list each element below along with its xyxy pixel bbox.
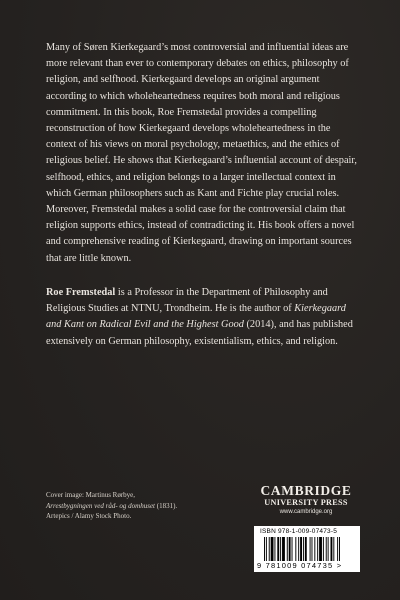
barcode-bar: [339, 537, 340, 561]
publisher-url: www.cambridge.org: [279, 509, 333, 515]
barcode-arrow: >: [336, 561, 343, 570]
barcode-panel: [254, 526, 360, 572]
barcode-bar: [287, 537, 288, 561]
credit-line-1: Cover image: Martinus Rørbye,: [46, 491, 136, 499]
barcode-bar: [317, 537, 318, 561]
barcode-bar: [328, 537, 329, 561]
barcode-bar: [310, 537, 311, 561]
barcode-bar: [312, 537, 313, 561]
cover-image-credit: [46, 490, 236, 522]
barcode-bar: [271, 537, 274, 561]
credit-artwork-title: Arrestbygningen ved råd- og domhuset: [46, 501, 155, 510]
barcode-bar: [331, 537, 333, 561]
publisher-name: CAMBRIDGE: [260, 483, 352, 498]
barcode-bar: [314, 537, 315, 561]
barcode-bar: [305, 537, 307, 561]
barcode-bar: [295, 537, 296, 561]
barcode-bar: [326, 537, 327, 561]
barcode-bar: [298, 537, 299, 561]
barcode-digits: [257, 561, 357, 570]
credit-line-3: Artepics / Alamy Stock Photo.: [46, 512, 132, 520]
publisher-logo: [254, 484, 358, 516]
author-bio: [46, 285, 361, 350]
barcode-bar: [269, 537, 270, 561]
barcode-bar: [292, 537, 293, 561]
barcode-icon: [264, 537, 352, 561]
author-bio-text-1: is a Professor in the Department of Philosophy and Religious Studies at NTNU, Trondheim. He is the author of: [46, 287, 328, 315]
book-description: Many of Søren Kierkegaard’s most controversial and influential ideas are more relevant than ever to contemporary debates on ethics, philosophy of religion, and selfhood. Kierkegaard develops an original argument according to which wholeheartedness requires both moral and religious commitment. In this book, Roe Fremstedal provides a compelling reconstruction of how Kierkegaard develops wholeheartedness in the context of his views on moral psychology, metaethics, and the ethics of religious belief. He shows that Kierkegaard’s influential account of despair, selfhood, ethics, and religion belongs to a larger intellectual context in which German philosophers such as Kant and Fichte play crucial roles. Moreover, Fremstedal makes a solid case for the controversial claim that religion supports ethics, instead of contradicting it. His book offers a novel and comprehensive reading of Kierkegaard, drawing on important sources that are little known.: [46, 42, 357, 264]
barcode-bar: [319, 537, 322, 561]
publisher-subtitle: UNIVERSITY PRESS: [264, 498, 348, 507]
barcode-number: 9 781009 074735: [257, 561, 334, 570]
barcode-bar: [264, 537, 265, 561]
barcode-bar: [282, 537, 285, 561]
barcode-bar: [277, 537, 279, 561]
barcode-bar: [337, 537, 338, 561]
barcode-bar: [323, 537, 324, 561]
credit-line-2: [46, 501, 236, 512]
barcode-bar: [300, 537, 302, 561]
author-name: Roe Fremstedal: [46, 287, 116, 298]
credit-year: (1831).: [155, 501, 178, 510]
author-previous-book-title: Kierkegaard and Kant on Radical Evil and the Highest Good: [46, 303, 346, 331]
author-bio-text-2: (2014), and has published extensively on German philosophy, existentialism, ethics, and religion.: [46, 319, 353, 347]
barcode-bar: [333, 537, 334, 561]
barcode-bar: [289, 537, 291, 561]
barcode-bar: [266, 537, 267, 561]
barcode-bar: [280, 537, 281, 561]
barcode-bar: [303, 537, 304, 561]
isbn-label: ISBN 978-1-009-07473-5: [260, 528, 338, 535]
barcode-bar: [274, 537, 275, 561]
